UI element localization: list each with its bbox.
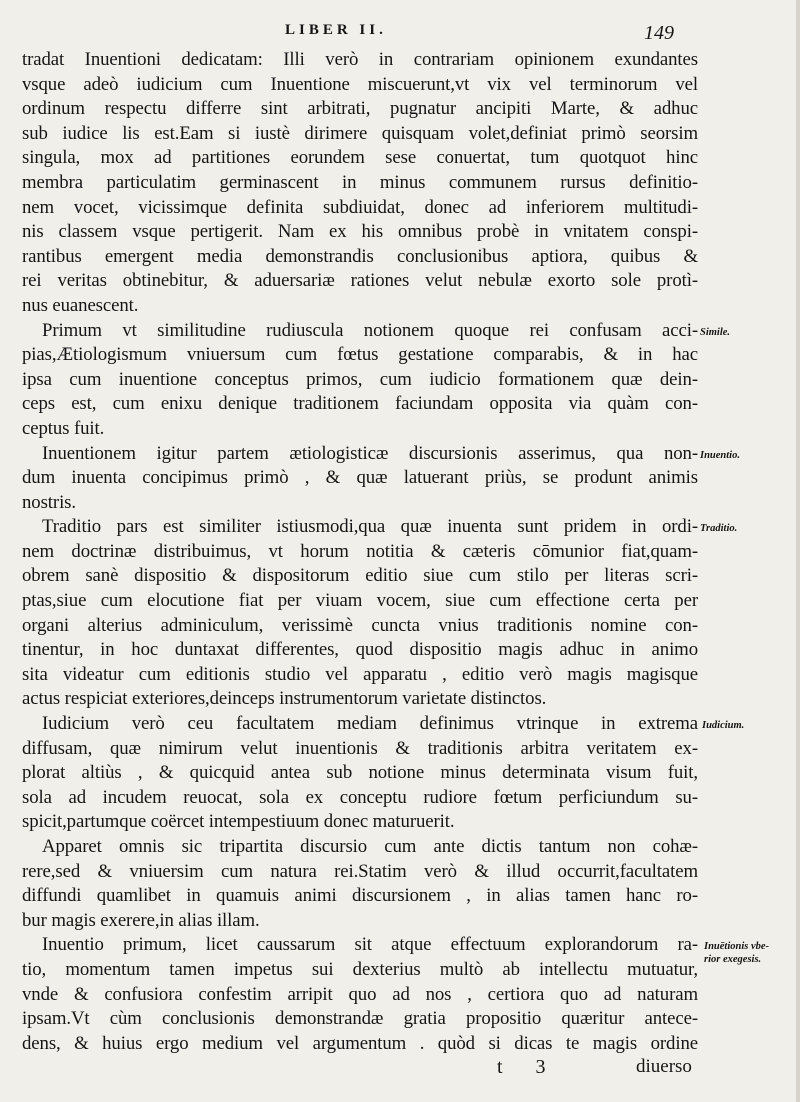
- text-line: ipsam.Vt cùm conclusionis demonstrandæ gratia propositio quæritur antece-: [22, 1008, 698, 1030]
- margin-note-traditio: Traditio.: [700, 523, 738, 534]
- text-line: nem vocet, vicissimque definita subdiuidat, donec ad inferiorem multitudi-: [22, 196, 698, 218]
- text-line: vsque adeò iudicium cum Inuentione miscuerunt,vt vix vel terminorum vel: [22, 73, 698, 95]
- text-line: nus euanescent.: [22, 294, 139, 316]
- text-line: tinentur, in hoc duntaxat differentes, quod dispositio magis adhuc in animo: [22, 639, 698, 661]
- text-line: bur magis exerere,in alias illam.: [22, 909, 260, 931]
- text-line: diffundi quamlibet in quamuis animi discursionem , in alias tamen hanc ro-: [22, 885, 698, 907]
- text-line: ceptus fuit.: [22, 417, 105, 439]
- text-line: ptas,siue cum elocutione fiat per viuam vocem, siue cum effectione certa per: [22, 590, 698, 612]
- text-line: tradat Inuentioni dedicatam: Illi verò in contrariam opinionem exundantes: [22, 49, 698, 70]
- text-line: Inuentio primum, licet caussarum sit atque effectuum explorandorum ra-: [42, 934, 698, 956]
- margin-note-inuentio: Inuentio.: [700, 450, 740, 461]
- text-line: sub iudice lis est.Eam si iustè dirimere quisquam volet,definiat primò seorsim: [22, 122, 698, 144]
- page-footer: [0, 1056, 800, 1082]
- text-line: dens, & huius ergo medium vel argumentum . quòd si dicas te magis ordine: [22, 1032, 698, 1054]
- text-line: ceps est, cum enixu denique traditionem faciundam opposita via quàm con-: [22, 393, 698, 415]
- text-line: plorat altiùs , & quicquid antea sub notione minus determinata visum fuit,: [22, 762, 698, 784]
- text-line: Iudicium verò ceu facultatem mediam definimus vtrinque in extrema: [42, 713, 698, 735]
- text-line: membra particulatim germinascent in minus communem rursus definitio-: [22, 171, 698, 193]
- text-line: vnde & confusiora confestim arripit quo ad nos , certiora quo ad naturam: [22, 983, 698, 1005]
- catchword: diuerso: [636, 1056, 692, 1077]
- text-line: tio, momentum tamen impetus sui dexterius multò ab intellectu mutuatur,: [22, 958, 698, 980]
- text-line: Primum vt similitudine rudiuscula notionem quoque rei confusam acci-: [42, 319, 698, 341]
- text-line: spicit,partumque coërcet intempestiuum donec maturuerit.: [22, 811, 455, 833]
- text-line: singula, mox ad partitiones eorundem sese conuertat, tum quotquot hinc: [22, 147, 698, 169]
- text-line: organi alterius adminiculum, verissimè cuncta vnius traditionis nomine con-: [22, 614, 698, 636]
- text-line: Apparet omnis sic tripartita discursio cum ante dictis tantum non cohæ-: [42, 836, 698, 857]
- text-line: nis classem vsque pertigerit. Nam ex his omnibus probè in vnitatem conspi-: [22, 221, 698, 243]
- text-line: rantibus emergent media demonstrandis conclusionibus aptiora, quibus &: [22, 245, 698, 267]
- text-line: obrem sanè dispositio & dispositorum editio siue cum stilo per literas scri-: [22, 565, 698, 587]
- text-line: ipsa cum inuentione conceptus primos, cum iudicio formationem quæ dein-: [22, 368, 698, 390]
- body-text: [22, 48, 698, 1056]
- signature-mark: t 3: [497, 1056, 560, 1078]
- text-line: Traditio pars est similiter istiusmodi,qua quæ inuenta sunt pridem in ordi-: [42, 516, 698, 538]
- text-line: sita videatur cum editionis studio vel apparatu , editio verò magis magisque: [22, 663, 698, 685]
- running-head: LIBER II.: [285, 22, 387, 38]
- page-header: [0, 22, 800, 46]
- page-edge: [796, 0, 800, 1102]
- page-number: 149: [644, 22, 674, 44]
- text-line: nem doctrinæ distribuimus, vt horum notitia & cæteris cōmunior fiat,quam-: [22, 540, 698, 562]
- text-line: dum inuenta concipimus primò , & quæ latuerant priùs, se produnt animis: [22, 467, 698, 489]
- text-line: Inuentionem igitur partem ætiologisticæ discursionis asserimus, qua non-: [42, 442, 698, 464]
- text-line: pias,Ætiologismum vniuersum cum fœtus gestatione comparabis, & in hac: [22, 344, 698, 366]
- margin-note-simile: Simile.: [700, 327, 731, 338]
- margin-note-exegesis: rior exegesis.: [704, 954, 762, 965]
- text-line: ordinum respectu differre sint arbitrati, pugnatur ancipiti Marte, & adhuc: [22, 98, 698, 120]
- margin-note-iudicium: Iudicium.: [702, 720, 745, 731]
- margin-note-inuentionis: Inuētionis vbe-: [704, 941, 770, 952]
- text-line: rere,sed & vniuersim cum natura rei.Statim verò & illud occurrit,facultatem: [22, 860, 698, 882]
- text-line: diffusam, quæ nimirum velut inuentionis & traditionis arbitra veritatem ex-: [22, 737, 698, 759]
- text-line: actus respiciat exteriores,deinceps instrumentorum varietate distinctos.: [22, 688, 547, 710]
- text-line: rei veritas obtinebitur, & aduersariæ rationes velut nebulæ exorto sole protì-: [22, 270, 698, 292]
- text-line: nostris.: [22, 491, 76, 513]
- text-line: sola ad incudem reuocat, sola ex conceptu rudiore fœtum perficiundum su-: [22, 786, 698, 808]
